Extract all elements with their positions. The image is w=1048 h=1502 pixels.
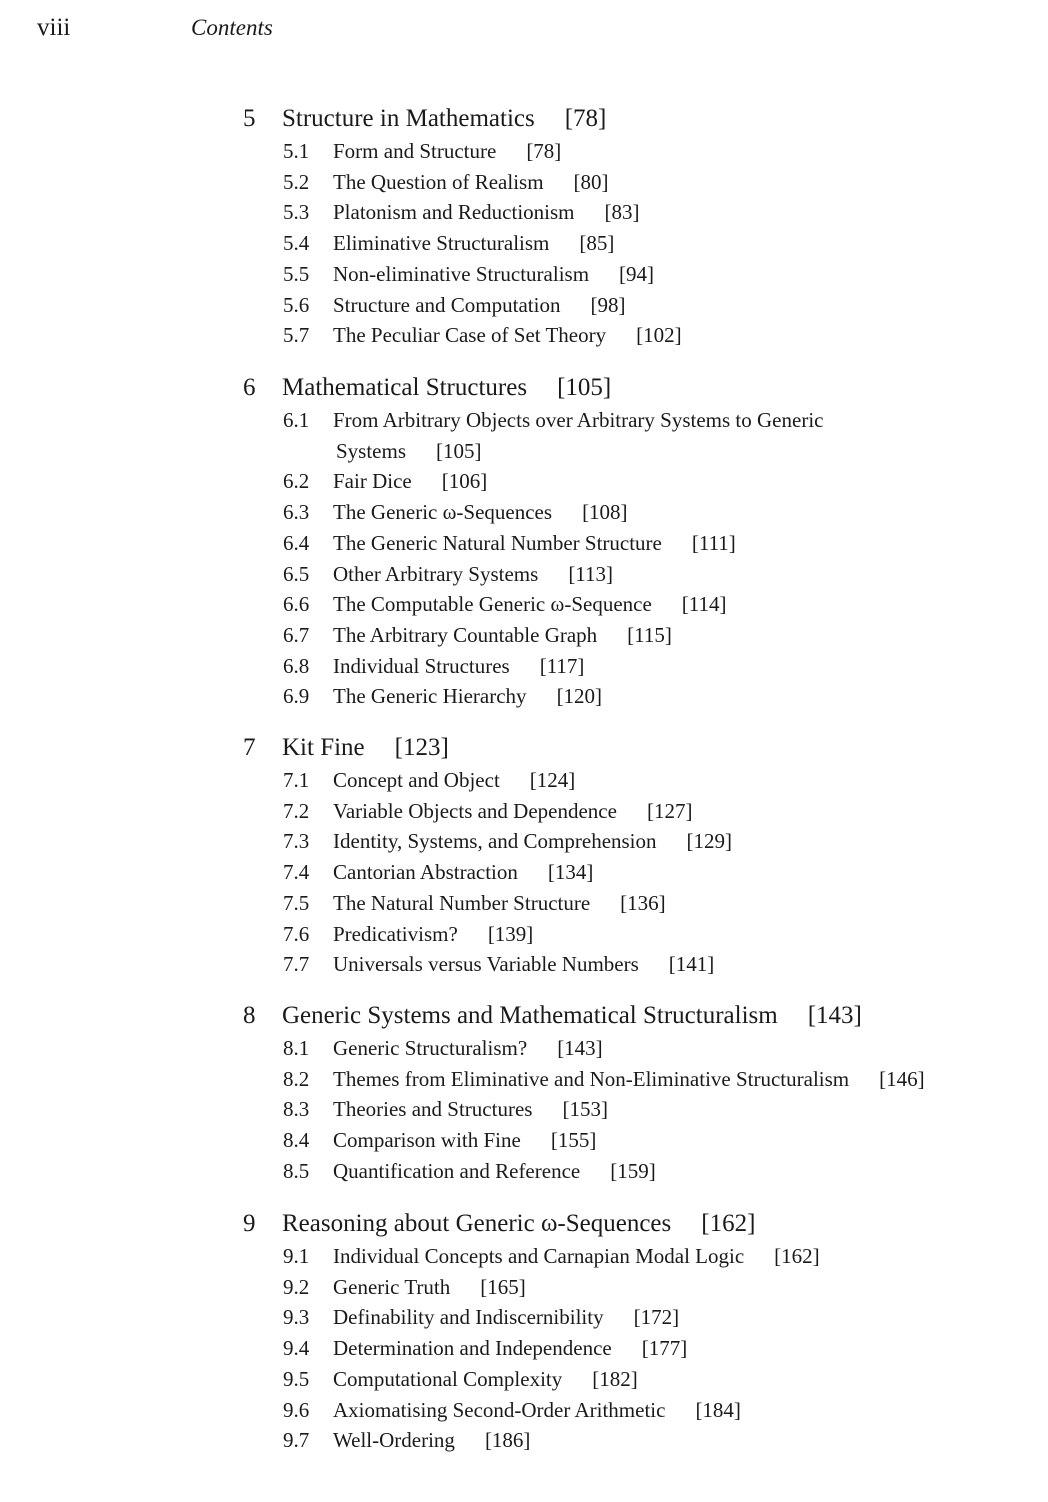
section-entry[interactable] — [0, 1304, 1048, 1330]
section-page: [155] — [550, 1128, 597, 1153]
section-entry[interactable] — [0, 1397, 1048, 1423]
section-number: 8.2 — [283, 1066, 310, 1091]
section-title: Theories and Structures [153] — [333, 1097, 608, 1122]
section-number: 7.2 — [283, 798, 310, 823]
section-entry[interactable] — [0, 1243, 1048, 1269]
section-number: 8.5 — [283, 1158, 310, 1183]
section-title: The Generic Natural Number Structure [111] — [333, 530, 736, 555]
section-page: [80] — [573, 169, 609, 194]
section-number: 5.7 — [283, 323, 310, 348]
section-page: [108] — [582, 500, 628, 525]
chapter-number: 9 — [243, 1210, 256, 1237]
section-page: [143] — [557, 1036, 603, 1060]
section-entry[interactable] — [0, 1158, 1048, 1184]
section-title: Computational Complexity [182] — [333, 1366, 638, 1391]
section-title: Comparison with Fine [155] — [333, 1128, 597, 1153]
running-head-title: Contents — [191, 15, 273, 40]
section-number: 6.4 — [283, 530, 310, 555]
section-title: The Generic Hierarchy [120] — [333, 684, 603, 709]
section-entry[interactable] — [0, 890, 1048, 916]
section-title: Generic Structuralism? [143] — [333, 1036, 603, 1060]
section-title: Definability and Indiscernibility [172] — [333, 1305, 680, 1330]
section-page: [162] — [774, 1244, 820, 1268]
running-head — [0, 12, 1048, 46]
chapter-entry[interactable] — [0, 1001, 1048, 1031]
section-title: Variable Objects and Dependence [127] — [333, 798, 693, 823]
section-number: 5.6 — [283, 292, 310, 317]
section-page: [165] — [480, 1274, 526, 1299]
section-entry[interactable] — [0, 1066, 1048, 1092]
section-page: [172] — [633, 1305, 680, 1330]
section-page: [111] — [691, 530, 736, 555]
section-entry[interactable] — [0, 1366, 1048, 1392]
section-entry[interactable] — [0, 591, 1048, 617]
section-entry[interactable] — [0, 1335, 1048, 1361]
chapter-entry[interactable] — [0, 373, 1048, 403]
section-title: Axiomatising Second-Order Arithmetic [184] — [333, 1397, 741, 1422]
section-entry[interactable] — [0, 767, 1048, 793]
section-number: 6.1 — [283, 408, 310, 432]
section-page: [127] — [646, 798, 693, 823]
section-entry[interactable] — [0, 653, 1048, 679]
section-number: 6.7 — [283, 622, 310, 647]
section-number: 6.6 — [283, 592, 310, 617]
section-entry[interactable] — [0, 1096, 1048, 1122]
section-page: [113] — [568, 561, 614, 586]
section-title: Universals versus Variable Numbers [141] — [333, 952, 715, 977]
section-title: Cantorian Abstraction [134] — [333, 860, 594, 885]
chapter-number: 5 — [243, 105, 256, 132]
section-entry[interactable] — [0, 407, 1048, 463]
section-title: The Arbitrary Countable Graph [115] — [333, 622, 672, 647]
section-number: 6.3 — [283, 500, 310, 525]
section-number: 5.1 — [283, 139, 310, 163]
section-page: [106] — [441, 469, 488, 494]
section-title: The Generic ω-Sequences [108] — [333, 500, 628, 525]
section-title: Structure and Computation [98] — [333, 292, 626, 317]
section-title: The Natural Number Structure [136] — [333, 890, 666, 915]
section-title: Predicativism? [139] — [333, 921, 534, 946]
section-entry[interactable] — [0, 1127, 1048, 1153]
section-number: 7.4 — [283, 860, 310, 885]
section-title: Determination and Independence [177] — [333, 1336, 688, 1361]
chapter-page: [78] — [564, 105, 607, 132]
section-entry[interactable] — [0, 1427, 1048, 1453]
section-entry[interactable] — [0, 1035, 1048, 1061]
section-page: [184] — [695, 1397, 741, 1422]
section-entry[interactable] — [0, 921, 1048, 947]
section-number: 7.6 — [283, 921, 310, 946]
section-page: [141] — [668, 952, 715, 977]
section-number: 7.5 — [283, 890, 310, 915]
chapter-number: 6 — [243, 374, 256, 401]
section-number: 9.2 — [283, 1274, 310, 1299]
chapter-title: Generic Systems and Mathematical Structuralism [143] — [282, 1002, 862, 1029]
section-page: [98] — [590, 292, 626, 317]
section-number: 8.3 — [283, 1097, 310, 1122]
section-title: Non-eliminative Structuralism [94] — [333, 261, 655, 286]
section-page: [83] — [604, 200, 640, 225]
section-number: 7.7 — [283, 952, 310, 977]
section-entry[interactable] — [0, 468, 1048, 494]
section-number: 5.3 — [283, 200, 310, 225]
chapter-page: [105] — [557, 374, 612, 401]
section-title: Generic Truth [165] — [333, 1274, 526, 1299]
chapter-page: [123] — [394, 734, 449, 761]
section-number: 5.5 — [283, 261, 310, 286]
section-page: [177] — [641, 1336, 688, 1361]
section-title: Well-Ordering [186] — [333, 1428, 531, 1453]
section-entry[interactable] — [0, 199, 1048, 225]
section-number: 9.1 — [283, 1244, 310, 1268]
chapter-title: Reasoning about Generic ω-Sequences [162] — [282, 1210, 756, 1237]
section-number: 6.9 — [283, 684, 310, 709]
section-page: [114] — [681, 592, 727, 617]
chapter-page: [162] — [701, 1210, 756, 1237]
section-entry[interactable] — [0, 798, 1048, 824]
chapter-entry[interactable] — [0, 1209, 1048, 1239]
section-number: 9.4 — [283, 1336, 310, 1361]
section-title: Other Arbitrary Systems [113] — [333, 561, 614, 586]
section-page: [120] — [556, 684, 603, 709]
section-title: Fair Dice [106] — [333, 469, 488, 494]
chapter-title: Structure in Mathematics [78] — [282, 105, 607, 132]
section-entry[interactable] — [0, 138, 1048, 164]
section-title: Concept and Object [124] — [333, 768, 576, 792]
section-number: 7.3 — [283, 829, 310, 854]
section-entry[interactable] — [0, 561, 1048, 587]
chapter-number: 8 — [243, 1002, 256, 1029]
section-page: [115] — [627, 622, 672, 647]
section-page: [134] — [547, 860, 594, 885]
chapter-number: 7 — [243, 734, 256, 761]
section-entry[interactable] — [0, 951, 1048, 977]
section-title: Identity, Systems, and Comprehension [129] — [333, 829, 733, 854]
section-title: The Question of Realism [80] — [333, 169, 609, 194]
section-number: 8.4 — [283, 1128, 310, 1153]
section-entry[interactable] — [0, 322, 1048, 348]
section-title: Form and Structure [78] — [333, 139, 562, 163]
section-page: [186] — [484, 1428, 531, 1453]
section-number: 5.4 — [283, 231, 310, 256]
section-number: 9.3 — [283, 1305, 310, 1330]
section-title: The Computable Generic ω-Sequence [114] — [333, 592, 727, 617]
section-entry[interactable] — [0, 230, 1048, 256]
section-title: Individual Structures [117] — [333, 653, 585, 678]
section-page: [78] — [526, 139, 562, 163]
section-entry[interactable] — [0, 1274, 1048, 1300]
section-number: 6.5 — [283, 561, 310, 586]
section-number: 6.8 — [283, 653, 310, 678]
section-number: 7.1 — [283, 768, 310, 792]
section-title: Platonism and Reductionism [83] — [333, 200, 640, 225]
section-title: The Peculiar Case of Set Theory [102] — [333, 323, 682, 348]
section-page: [153] — [562, 1097, 608, 1122]
section-title: From Arbitrary Objects over Arbitrary Systems to Generic — [333, 408, 824, 432]
section-entry[interactable] — [0, 828, 1048, 854]
chapter-title: Mathematical Structures [105] — [282, 374, 612, 401]
section-number: 6.2 — [283, 469, 310, 494]
section-number: 9.6 — [283, 1397, 310, 1422]
section-number: 5.2 — [283, 169, 310, 194]
section-page: [124] — [529, 768, 576, 792]
section-page: [139] — [487, 921, 534, 946]
section-entry[interactable] — [0, 622, 1048, 648]
section-title: Eliminative Structuralism [85] — [333, 231, 615, 256]
section-page: [105] — [436, 438, 482, 463]
section-page: [94] — [619, 261, 655, 286]
section-page: [102] — [636, 323, 682, 348]
section-number: 9.5 — [283, 1366, 310, 1391]
section-page: [146] — [879, 1066, 925, 1091]
section-entry[interactable] — [0, 683, 1048, 709]
chapter-title: Kit Fine [123] — [282, 734, 449, 761]
chapter-page: [143] — [807, 1002, 862, 1029]
chapter-entry[interactable] — [0, 104, 1048, 134]
section-page: [136] — [620, 890, 666, 915]
section-entry[interactable] — [0, 530, 1048, 556]
section-entry[interactable] — [0, 859, 1048, 885]
section-title: Quantification and Reference [159] — [333, 1158, 656, 1183]
section-title-continued: Systems [105] — [336, 438, 482, 463]
section-page: [129] — [686, 829, 733, 854]
chapter-entry[interactable] — [0, 733, 1048, 763]
section-number: 9.7 — [283, 1428, 310, 1453]
section-entry[interactable] — [0, 499, 1048, 525]
section-page: [182] — [592, 1366, 638, 1391]
section-entry[interactable] — [0, 292, 1048, 318]
section-title: Individual Concepts and Carnapian Modal Logic [162] — [333, 1244, 820, 1268]
section-entry[interactable] — [0, 169, 1048, 195]
section-page: [159] — [610, 1158, 656, 1183]
section-entry[interactable] — [0, 261, 1048, 287]
page-number: viii — [37, 14, 71, 41]
section-title: Themes from Eliminative and Non-Eliminative Structuralism [146] — [333, 1066, 925, 1091]
section-page: [85] — [579, 231, 615, 256]
section-page: [117] — [539, 653, 585, 678]
section-number: 8.1 — [283, 1036, 310, 1060]
